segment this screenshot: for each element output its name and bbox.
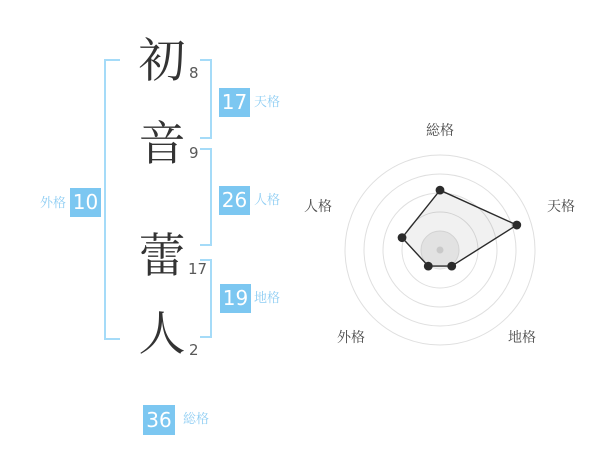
tenkaku-label: 天格 (254, 95, 281, 110)
radar-chart (295, 105, 585, 395)
gaikaku-value-badge: 10 (70, 188, 101, 217)
chikaku-value-badge: 19 (220, 284, 251, 313)
stroke-count-1: 8 (189, 64, 199, 82)
name-character-2: 音 (138, 117, 186, 172)
gaikaku-label: 外格 (40, 196, 67, 211)
tenkaku-value-badge: 17 (219, 88, 250, 117)
name-character-1: 初 (138, 34, 186, 89)
gaikaku-bracket (104, 59, 120, 340)
radar-axis-label: 人格 (304, 199, 332, 215)
radar-axis-label: 地格 (508, 330, 536, 346)
stroke-count-3: 17 (188, 260, 208, 278)
chikaku-label: 地格 (254, 291, 281, 306)
jinkaku-label: 人格 (254, 193, 281, 208)
tenkaku-bracket (200, 59, 212, 139)
stroke-count-2: 9 (189, 144, 199, 162)
radar-axis-label: 総格 (426, 123, 454, 139)
name-character-3: 蕾 (138, 229, 186, 284)
radar-axis-label: 外格 (337, 330, 365, 346)
soukaku-value-badge: 36 (143, 405, 175, 435)
radar-axis-label: 天格 (547, 199, 575, 215)
jinkaku-bracket (200, 148, 212, 246)
jinkaku-value-badge: 26 (219, 186, 250, 215)
soukaku-label: 総格 (183, 412, 210, 427)
name-character-4: 人 (138, 307, 186, 362)
stroke-count-4: 2 (189, 341, 199, 359)
